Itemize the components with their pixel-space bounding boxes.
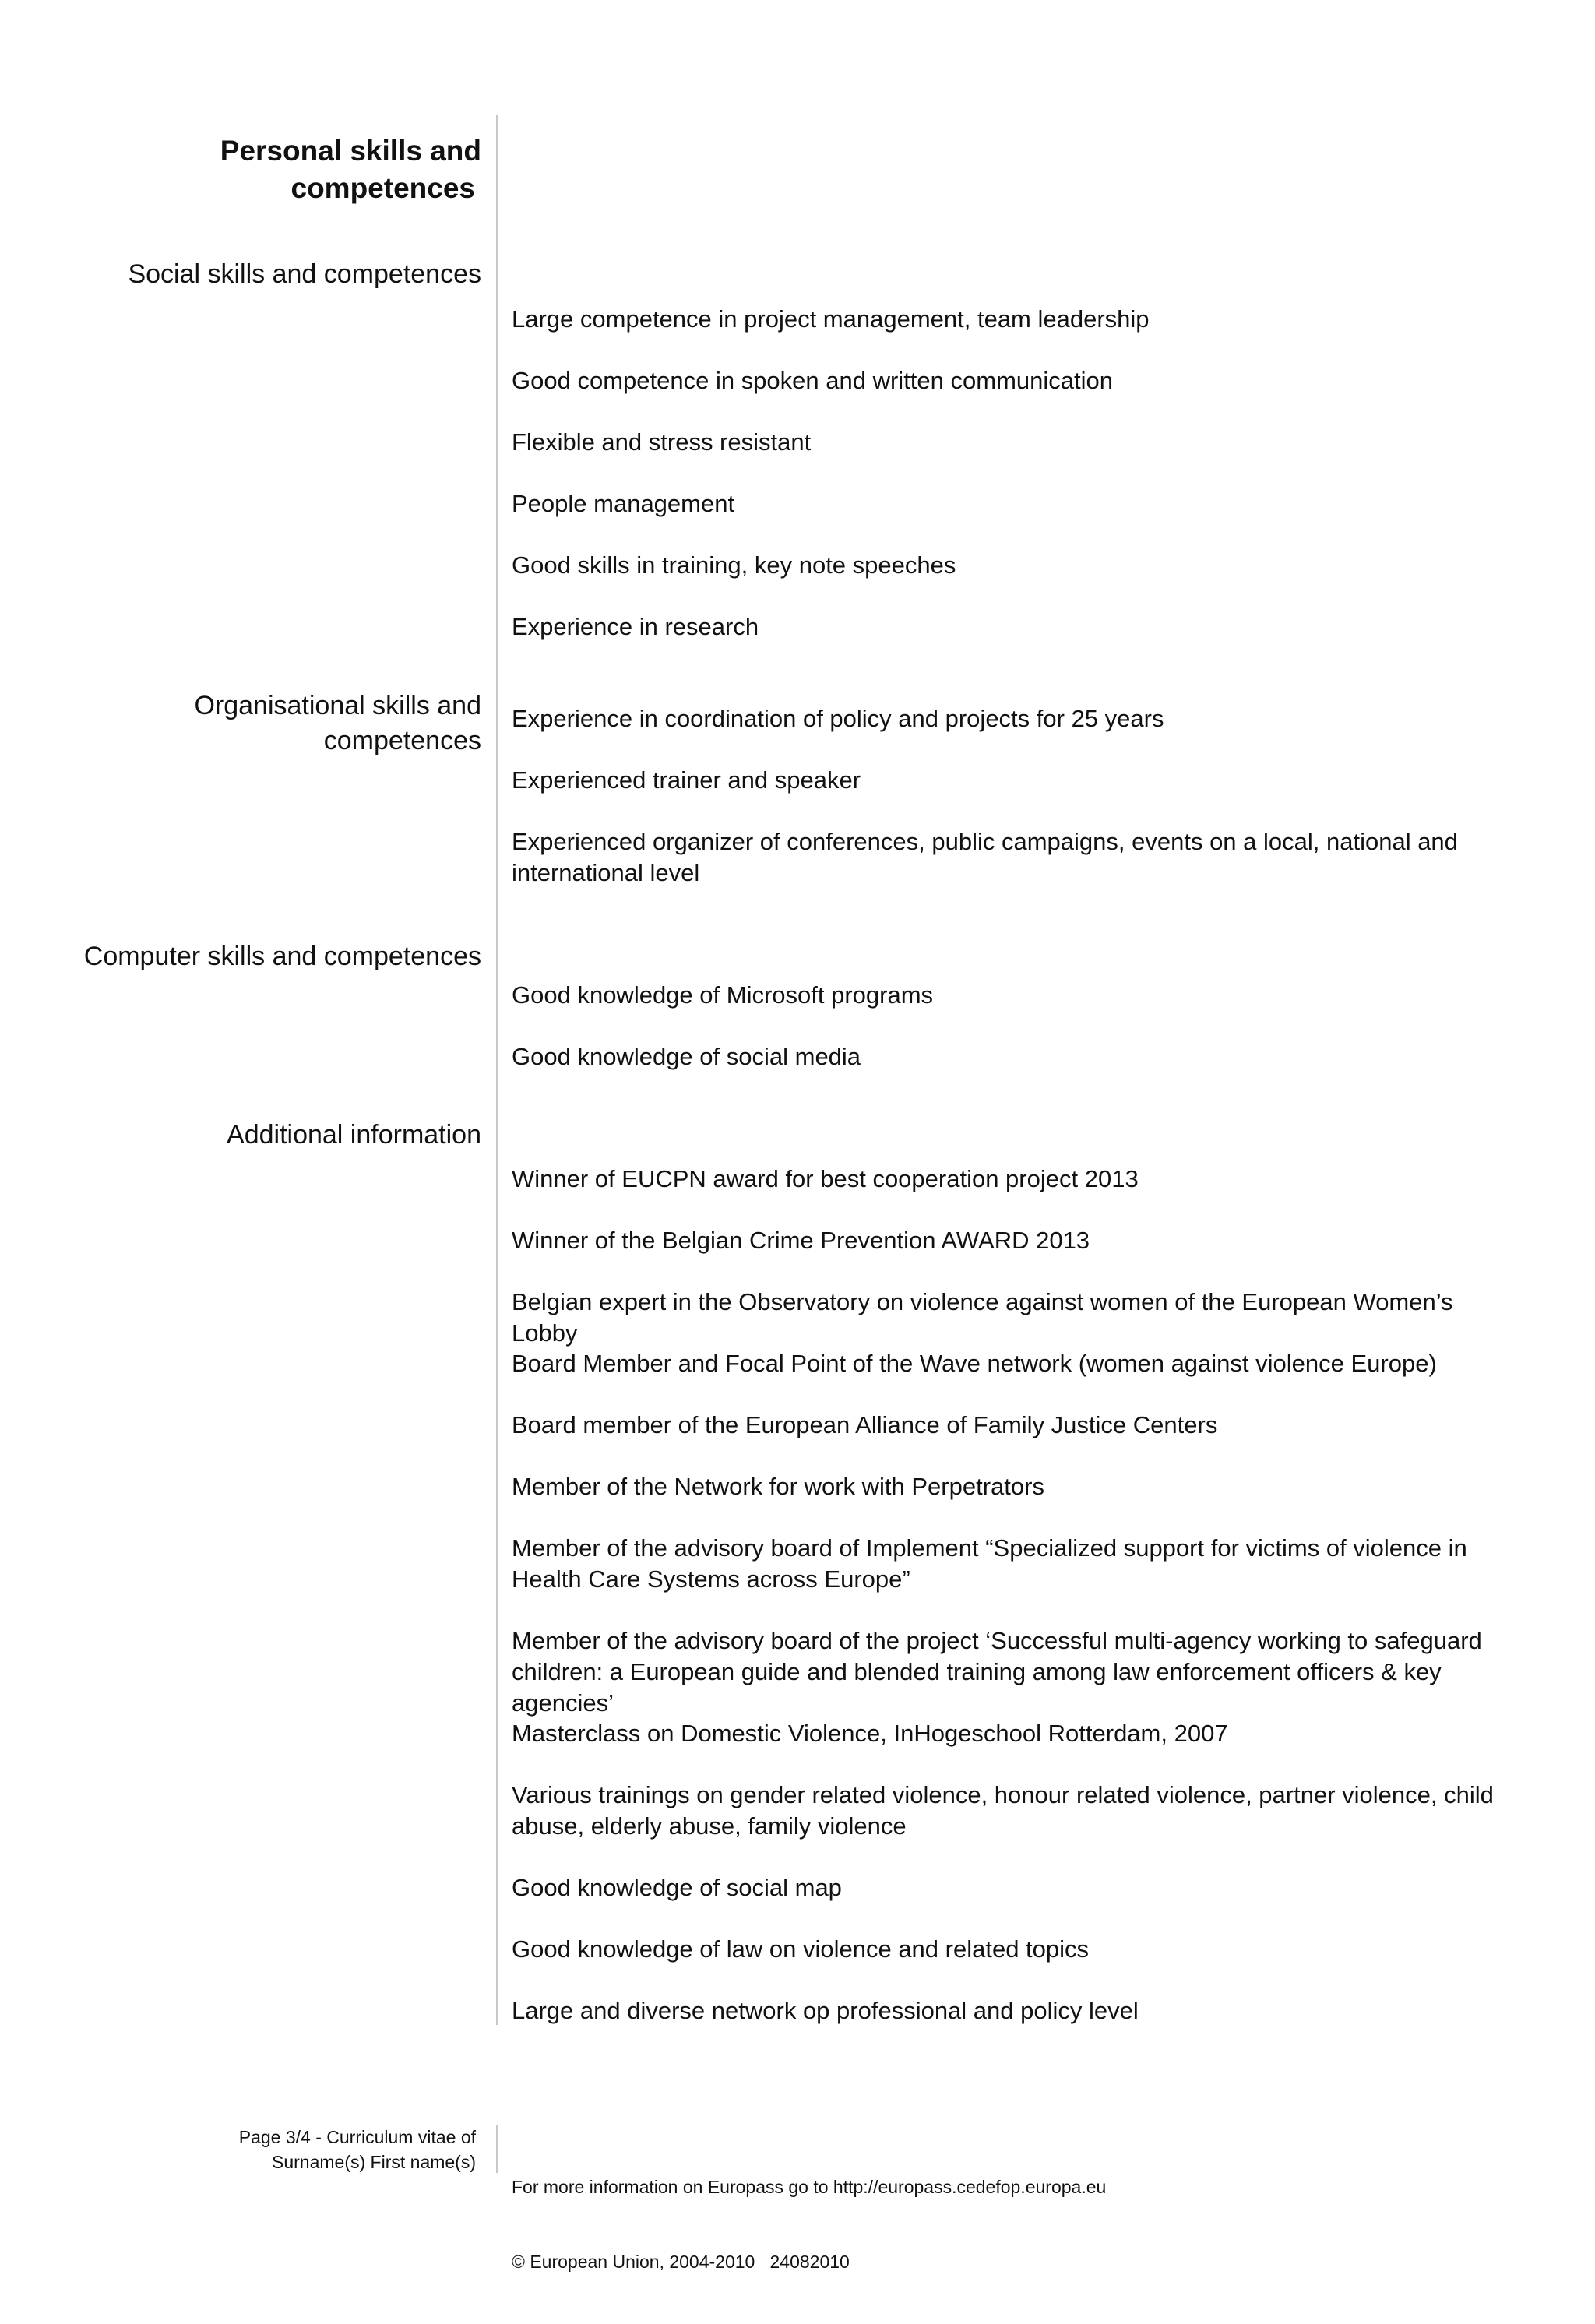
organisational-skills-label [194,688,481,759]
additional-info-label: Additional information [227,1120,481,1150]
organisational-item: Experienced organizer of conferences, public campaigns, events on a local, national and international level [512,828,1458,886]
additional-item: Good knowledge of social map [512,1874,842,1901]
social-item: Good skills in training, key note speeches [512,551,956,579]
organisational-item: Experienced trainer and speaker [512,766,861,794]
additional-item: Member of the Network for work with Perpetrators [512,1473,1044,1500]
additional-item: Masterclass on Domestic Violence, InHogeschool Rotterdam, 2007 [512,1720,1228,1747]
computer-skills-label: Computer skills and competences [83,942,481,971]
personal-skills-heading-line2: competences [290,172,475,204]
social-item: People management [512,490,735,517]
computer-item: Good knowledge of social media [512,1043,861,1070]
social-item: Good competence in spoken and written communication [512,367,1113,394]
footer-copyright-line: © European Union, 2004-2010 24082010 [512,2252,850,2272]
footer-europass-line1: For more information on Europass go to http://europass.cedefop.europa.eu [512,2177,1107,2197]
additional-item: Board Member and Focal Point of the Wave network (women against violence Europe) [512,1350,1437,1377]
footer-divider [496,2125,498,2173]
social-item: Experience in research [512,613,759,640]
computer-item: Good knowledge of Microsoft programs [512,981,934,1009]
personal-skills-heading-line1: Personal skills and [220,135,481,167]
additional-item: Member of the advisory board of the project ‘Successful multi-agency working to safeguard children: a European guide and blended training among law enforcement officers & key agencies’ [512,1627,1482,1717]
footer-page-line1: Page 3/4 - Curriculum vitae of [238,2127,476,2147]
footer-europass-info [512,2125,1106,2324]
organisational-label-line1: Organisational skills and [194,691,481,720]
additional-item: Large and diverse network op professional and policy level [512,1997,1139,2024]
footer-page-info [239,2125,476,2174]
additional-item: Winner of the Belgian Crime Prevention AWARD 2013 [512,1227,1090,1254]
additional-item: Good knowledge of law on violence and related topics [512,1935,1090,1963]
footer-page-line2: Surname(s) First name(s) [272,2152,476,2172]
additional-item: Belgian expert in the Observatory on violence against women of the European Women’s Lobby [512,1288,1453,1347]
organisational-label-line2: competences [323,726,481,755]
additional-item: Member of the advisory board of Implement “Specialized support for victims of violence in Health Care Systems across Europe” [512,1534,1467,1593]
additional-item: Various trainings on gender related violence, honour related violence, partner violence, child abuse, elderly abuse, family violence [512,1781,1494,1840]
social-item: Flexible and stress resistant [512,428,812,456]
organisational-item: Experience in coordination of policy and projects for 25 years [512,705,1164,732]
personal-skills-heading [220,132,481,207]
additional-item: Board member of the European Alliance of Family Justice Centers [512,1411,1218,1438]
column-divider [496,115,498,2025]
social-item: Large competence in project management, team leadership [512,305,1150,333]
additional-item: Winner of EUCPN award for best cooperation project 2013 [512,1165,1139,1192]
social-skills-label: Social skills and competences [128,259,481,289]
